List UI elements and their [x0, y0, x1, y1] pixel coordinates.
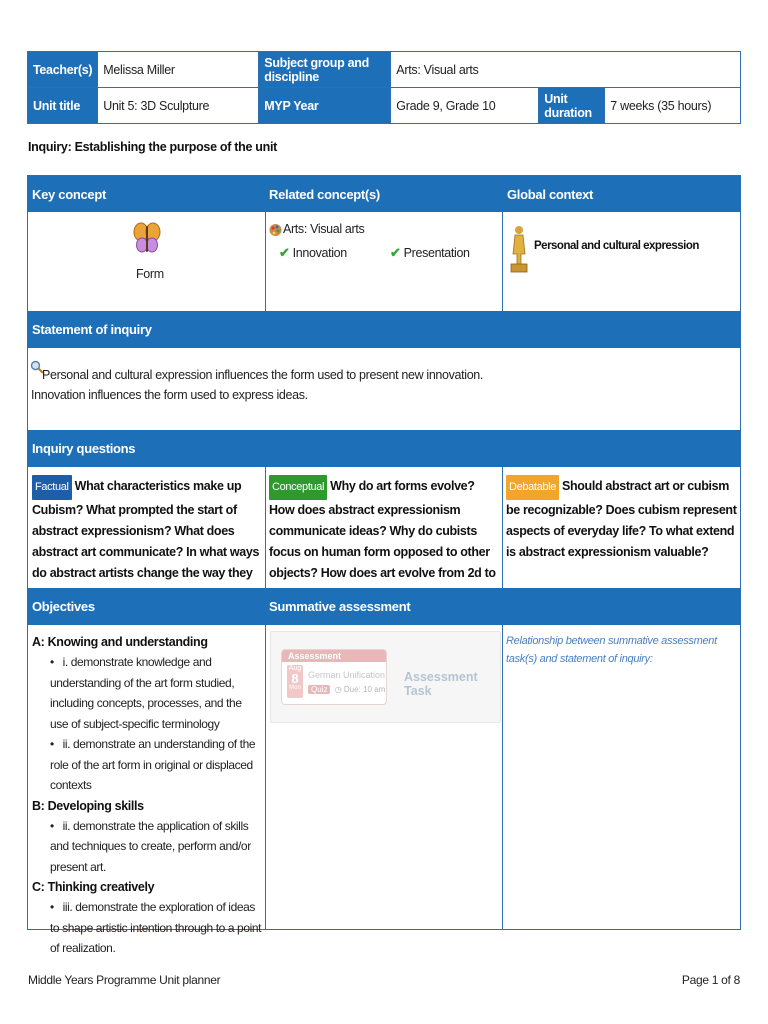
global-context-label: Global context [507, 186, 594, 202]
debatable-question: Debatable Should abstract art or cubism be recognizable? Does cubism represent aspects of everyday life? To what extend is abstract expressionism valuable? [506, 475, 738, 563]
related-concepts-label: Related concept(s) [269, 186, 380, 202]
divider [265, 625, 266, 930]
due-time: Due: 10 am [343, 685, 386, 694]
conceptual-question: Conceptual Why do art forms evolve? How does abstract expressionism communicate ideas? Why do cubists focus on human form opposed to other objects? How does art evolve from 2d to [269, 475, 501, 605]
statue-icon [509, 224, 529, 274]
related-item-innovation: ✔ Innovation [279, 245, 347, 260]
teacher-label: Teacher(s) [28, 52, 98, 88]
relationship-text: Relationship between summative assessment task(s) and statement of inquiry: [506, 635, 717, 665]
statement-header-bar [28, 311, 740, 348]
factual-tag: Factual [32, 475, 72, 500]
divider [502, 467, 503, 588]
objective-item: • ii. demonstrate an understanding of the role of the art form in original or displaced contexts [50, 737, 256, 792]
assessment-task-label: Assessment Task [404, 670, 478, 698]
unit-duration-value: 7 weeks (35 hours) [605, 88, 741, 124]
subject-label: Subject group and discipline [259, 52, 391, 88]
subject-value: Arts: Visual arts [391, 52, 741, 88]
objective-item: • i. demonstrate knowledge and understanding of the art form studied, including concepts, processes, and the use of subject-specific terminology [50, 655, 242, 731]
unit-header-table [27, 51, 741, 124]
check-icon: ✔ [279, 245, 290, 260]
footer-left: Middle Years Programme Unit planner [28, 973, 221, 987]
objective-item: • ii. demonstrate the application of skills and techniques to create, perform and/or present art. [50, 818, 251, 874]
objectives-label: Objectives [32, 599, 95, 614]
clock-icon: ◷ [334, 685, 342, 694]
myp-year-value: Grade 9, Grade 10 [391, 88, 539, 124]
unit-title-label: Unit title [28, 88, 98, 124]
objectives-header-bar [28, 588, 740, 625]
assessment-card-title: German Unification [308, 670, 386, 680]
objective-a-heading: A: Knowing and understanding [32, 635, 208, 649]
statement-line-1: Personal and cultural expression influences the form used to present new innovation. [42, 368, 484, 382]
objective-c-heading: C: Thinking creatively [32, 880, 155, 894]
inquiry-questions-label: Inquiry questions [32, 441, 136, 456]
myp-year-label: MYP Year [259, 88, 391, 124]
assessment-mini-card [281, 649, 387, 705]
divider [502, 625, 503, 930]
concept-header-bar [28, 176, 740, 212]
factual-question: Factual What characteristics make up Cubism? What prompted the start of abstract expressionism? What does abstract art communicate? In what ways do abstract artists change the way they [32, 475, 262, 605]
global-context-value: Personal and cultural expression [534, 240, 699, 252]
key-concept-value: Form [136, 267, 164, 281]
summative-label: Summative assessment [269, 599, 411, 614]
teacher-value: Melissa Miller [98, 52, 259, 88]
assessment-card-header: Assessment [282, 650, 386, 662]
objectives-list [32, 632, 262, 959]
unit-title-value: Unit 5: 3D Sculpture [98, 88, 259, 124]
page-number: Page 1 of 8 [681, 973, 740, 987]
key-concept-label: Key concept [32, 186, 107, 202]
quiz-badge: Quiz [308, 685, 330, 694]
objective-item: • iii. demonstrate the exploration of ideas to shape artistic intention through to a point of realization. [50, 900, 262, 955]
inquiry-heading: Inquiry: Establishing the purpose of the unit [28, 140, 278, 154]
butterfly-icon [133, 220, 161, 256]
debatable-tag: Debatable [506, 475, 559, 500]
inquiry-questions-header-bar [28, 430, 740, 467]
date-badge: Aug 8 Mon [287, 665, 303, 698]
statement-label: Statement of inquiry [32, 322, 152, 337]
divider [265, 467, 266, 588]
divider [265, 212, 266, 311]
related-discipline: Arts: Visual arts [283, 222, 365, 236]
assessment-task-card[interactable] [270, 631, 501, 723]
objective-b-heading: B: Developing skills [32, 798, 144, 813]
assessment-card-meta [308, 685, 385, 694]
palette-icon [269, 223, 282, 237]
divider [502, 212, 503, 311]
check-icon: ✔ [390, 245, 401, 260]
statement-line-2: Innovation influences the form used to express ideas. [31, 388, 308, 402]
conceptual-tag: Conceptual [269, 475, 327, 500]
related-item-presentation: ✔ Presentation [390, 245, 470, 260]
unit-duration-label: Unit duration [539, 88, 605, 124]
